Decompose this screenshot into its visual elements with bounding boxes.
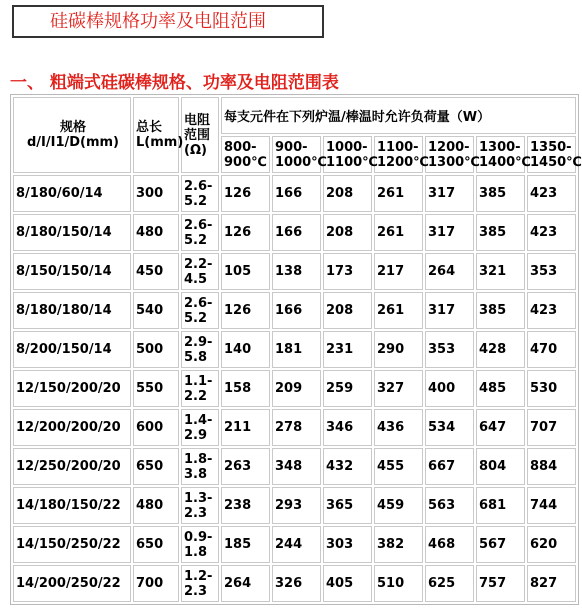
cell-load: 303 [323, 526, 372, 563]
cell-load: 326 [272, 565, 321, 602]
page-title: 硅碳棒规格功率及电阻范围 [12, 5, 324, 38]
cell-load: 259 [323, 370, 372, 407]
cell-load: 317 [425, 175, 474, 212]
cell-resistance: 2.6-5.2 [181, 292, 219, 329]
cell-load: 405 [323, 565, 372, 602]
cell-length: 700 [133, 565, 179, 602]
cell-spec: 8/180/180/14 [13, 292, 131, 329]
table-row [13, 253, 576, 290]
cell-load: 432 [323, 448, 372, 485]
cell-load: 126 [221, 214, 270, 251]
cell-load: 209 [272, 370, 321, 407]
cell-spec: 8/200/150/14 [13, 331, 131, 368]
col-header-length: 总长 L(mm) [133, 97, 179, 173]
cell-load: 317 [425, 292, 474, 329]
cell-resistance: 0.9-1.8 [181, 526, 219, 563]
cell-load: 459 [374, 487, 423, 524]
cell-length: 480 [133, 214, 179, 251]
cell-resistance: 1.8-3.8 [181, 448, 219, 485]
cell-load: 353 [527, 253, 576, 290]
cell-spec: 14/200/250/22 [13, 565, 131, 602]
table-body [13, 175, 576, 602]
cell-load: 385 [476, 214, 525, 251]
cell-load: 126 [221, 292, 270, 329]
cell-length: 600 [133, 409, 179, 446]
table-row [13, 370, 576, 407]
cell-load: 485 [476, 370, 525, 407]
cell-load: 158 [221, 370, 270, 407]
cell-load: 400 [425, 370, 474, 407]
cell-load: 647 [476, 409, 525, 446]
cell-load: 231 [323, 331, 372, 368]
cell-load: 181 [272, 331, 321, 368]
table-row [13, 331, 576, 368]
cell-length: 650 [133, 448, 179, 485]
cell-load: 428 [476, 331, 525, 368]
cell-load: 353 [425, 331, 474, 368]
cell-load: 382 [374, 526, 423, 563]
col-header-temp: 800-900℃ [221, 136, 270, 173]
cell-load: 138 [272, 253, 321, 290]
cell-load: 264 [425, 253, 474, 290]
cell-load: 321 [476, 253, 525, 290]
table-row [13, 448, 576, 485]
table-row [13, 292, 576, 329]
cell-load: 436 [374, 409, 423, 446]
col-header-temp: 1300-1400℃ [476, 136, 525, 173]
cell-load: 293 [272, 487, 321, 524]
cell-spec: 8/180/60/14 [13, 175, 131, 212]
cell-load: 563 [425, 487, 474, 524]
table-row [13, 487, 576, 524]
cell-resistance: 1.3-2.3 [181, 487, 219, 524]
col-header-temp: 900-1000℃ [272, 136, 321, 173]
cell-load: 327 [374, 370, 423, 407]
cell-resistance: 2.6-5.2 [181, 175, 219, 212]
cell-load: 385 [476, 292, 525, 329]
cell-load: 140 [221, 331, 270, 368]
cell-load: 348 [272, 448, 321, 485]
cell-load: 211 [221, 409, 270, 446]
cell-load: 620 [527, 526, 576, 563]
col-header-temp: 1350-1450℃ [527, 136, 576, 173]
cell-load: 681 [476, 487, 525, 524]
cell-spec: 8/180/150/14 [13, 214, 131, 251]
cell-load: 278 [272, 409, 321, 446]
cell-load: 567 [476, 526, 525, 563]
cell-load: 290 [374, 331, 423, 368]
cell-load: 510 [374, 565, 423, 602]
cell-load: 238 [221, 487, 270, 524]
cell-load: 261 [374, 175, 423, 212]
cell-length: 500 [133, 331, 179, 368]
cell-load: 827 [527, 565, 576, 602]
col-header-load-group: 每支元件在下列炉温/棒温时允许负荷量（W） [221, 97, 576, 134]
cell-length: 450 [133, 253, 179, 290]
cell-load: 423 [527, 214, 576, 251]
cell-load: 208 [323, 292, 372, 329]
cell-length: 650 [133, 526, 179, 563]
cell-load: 468 [425, 526, 474, 563]
cell-resistance: 2.6-5.2 [181, 214, 219, 251]
cell-load: 244 [272, 526, 321, 563]
table-row [13, 565, 576, 602]
cell-spec: 12/150/200/20 [13, 370, 131, 407]
cell-resistance: 1.2-2.3 [181, 565, 219, 602]
cell-load: 346 [323, 409, 372, 446]
cell-load: 530 [527, 370, 576, 407]
cell-load: 263 [221, 448, 270, 485]
cell-spec: 12/250/200/20 [13, 448, 131, 485]
cell-resistance: 1.4-2.9 [181, 409, 219, 446]
cell-resistance: 2.9-5.8 [181, 331, 219, 368]
cell-load: 744 [527, 487, 576, 524]
cell-load: 625 [425, 565, 474, 602]
cell-load: 217 [374, 253, 423, 290]
col-header-temp: 1100-1200℃ [374, 136, 423, 173]
table-row [13, 526, 576, 563]
col-header-resistance: 电阻范围(Ω) [181, 97, 219, 173]
table-row [13, 175, 576, 212]
cell-load: 757 [476, 565, 525, 602]
cell-load: 385 [476, 175, 525, 212]
table-header-row [13, 97, 576, 134]
cell-resistance: 2.2-4.5 [181, 253, 219, 290]
cell-length: 300 [133, 175, 179, 212]
cell-load: 105 [221, 253, 270, 290]
cell-load: 173 [323, 253, 372, 290]
cell-load: 166 [272, 214, 321, 251]
cell-load: 185 [221, 526, 270, 563]
section-heading: 一、 粗端式硅碳棒规格、功率及电阻范围表 [10, 73, 339, 93]
cell-load: 707 [527, 409, 576, 446]
cell-load: 261 [374, 292, 423, 329]
cell-spec: 14/180/150/22 [13, 487, 131, 524]
cell-spec: 8/150/150/14 [13, 253, 131, 290]
col-header-spec: 规格 d/I/I1/D(mm) [13, 97, 131, 173]
cell-spec: 12/200/200/20 [13, 409, 131, 446]
cell-load: 208 [323, 175, 372, 212]
cell-load: 804 [476, 448, 525, 485]
cell-load: 534 [425, 409, 474, 446]
table-row [13, 214, 576, 251]
cell-load: 208 [323, 214, 372, 251]
cell-load: 166 [272, 292, 321, 329]
cell-length: 550 [133, 370, 179, 407]
spec-table [10, 94, 582, 605]
cell-load: 126 [221, 175, 270, 212]
cell-load: 470 [527, 331, 576, 368]
cell-load: 423 [527, 175, 576, 212]
table-row [13, 409, 576, 446]
cell-resistance: 1.1-2.2 [181, 370, 219, 407]
cell-load: 261 [374, 214, 423, 251]
col-header-temp: 1200-1300℃ [425, 136, 474, 173]
cell-load: 455 [374, 448, 423, 485]
cell-spec: 14/150/250/22 [13, 526, 131, 563]
cell-load: 166 [272, 175, 321, 212]
cell-load: 365 [323, 487, 372, 524]
cell-load: 317 [425, 214, 474, 251]
cell-load: 884 [527, 448, 576, 485]
cell-length: 480 [133, 487, 179, 524]
cell-load: 667 [425, 448, 474, 485]
cell-load: 264 [221, 565, 270, 602]
col-header-temp: 1000-1100℃ [323, 136, 372, 173]
cell-load: 423 [527, 292, 576, 329]
cell-length: 540 [133, 292, 179, 329]
